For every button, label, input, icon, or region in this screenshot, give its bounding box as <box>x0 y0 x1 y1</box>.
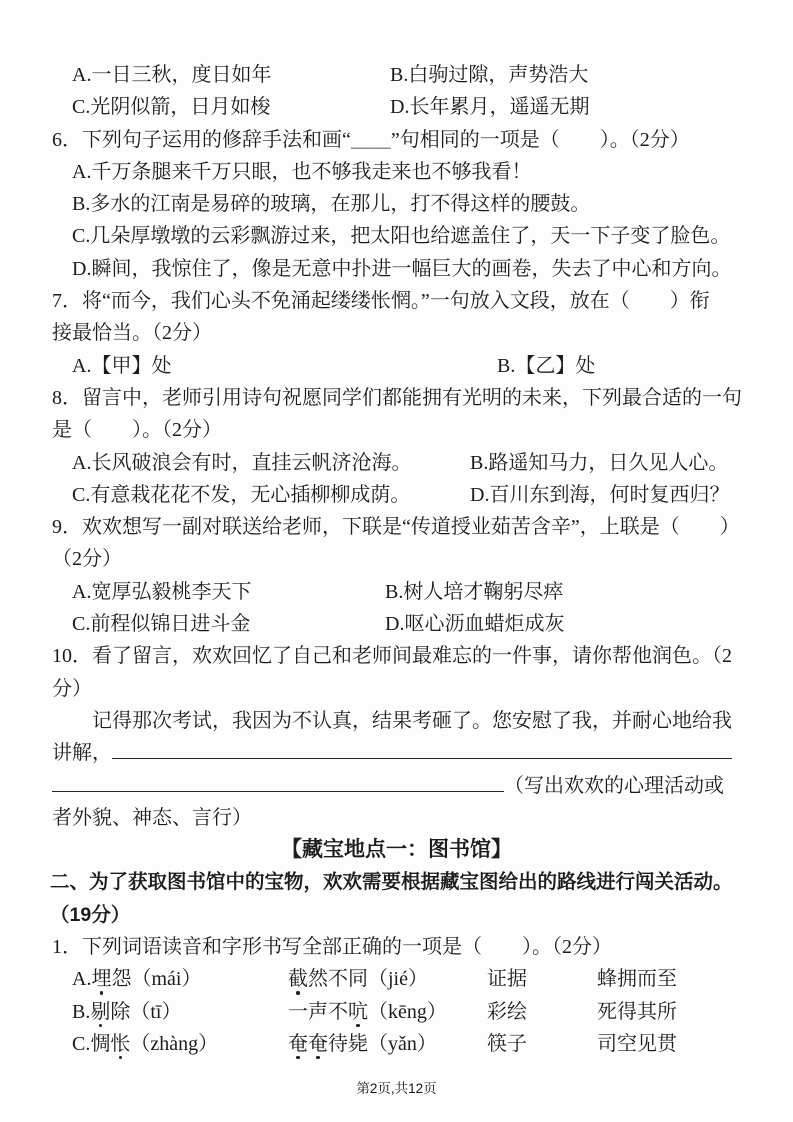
q1-word-row-c <box>0 1028 793 1060</box>
q6-option-d: D.瞬间，我惊住了，像是无意中扑进一幅巨大的画卷，失去了中心和方向。 <box>72 257 732 280</box>
dotted-char: 奄 <box>308 1032 328 1055</box>
q8-option-b: B.路遥知马力，日久见人心。 <box>470 451 729 474</box>
answer-blank-line <box>52 789 504 792</box>
dotted-char: 截 <box>288 968 308 991</box>
q7-option-b: B.【乙】处 <box>497 354 596 377</box>
q9-option-a: A.宽厚弘毅桃李天下 <box>72 580 252 603</box>
q1-c-word3: 筷子 <box>487 1032 527 1055</box>
q1-b-word4: 死得其所 <box>597 1000 677 1023</box>
q8-stem-line2: 是（ ）。（2分） <box>52 419 222 442</box>
dotted-char: 吭 <box>348 1000 368 1023</box>
q5-option-d: D.长年累月，遥遥无期 <box>390 96 590 119</box>
dotted-char: 埋 <box>91 968 112 991</box>
q5-option-a: A.一日三秋，度日如年 <box>72 64 272 86</box>
q1-b-word3: 彩绘 <box>487 1000 527 1023</box>
q1-b-word2: 一声不吭（kēng） <box>288 1000 447 1023</box>
q6-option-c: C.几朵厚墩墩的云彩飘游过来，把太阳也给遮盖住了，天一下子变了脸色。 <box>72 225 731 248</box>
q5-option-b: B.白驹过隙，声势浩大 <box>390 64 589 86</box>
q10-hint-line1: （写出欢欢的心理活动或 <box>504 774 724 797</box>
q8-options-row-cd <box>0 479 793 511</box>
q10-paragraph-lead: 讲解， <box>52 742 112 765</box>
q1-word-row-b <box>0 996 793 1028</box>
q8-stem-line1: 8．留言中，老师引用诗句祝愿同学们都能拥有光明的未来，下列最合适的一句 <box>52 386 742 409</box>
q7-options-row <box>0 350 793 382</box>
q8-options-row-ab <box>0 447 793 479</box>
q9-options-row-cd <box>0 608 793 640</box>
q1-a-word4: 蜂拥而至 <box>597 968 677 991</box>
q1-stem: 1．下列词语读音和字形书写全部正确的一项是（ ）。（2分） <box>52 936 612 959</box>
q6-option-a: A.千万条腿来千万只眼，也不够我走来也不够我看！ <box>72 160 532 183</box>
q10-stem-line1: 10．看了留言，欢欢回忆了自己和老师间最难忘的一件事，请你帮他润色。（2 <box>52 645 732 668</box>
page-number-footer: 第2页,共12页 <box>356 1081 437 1096</box>
q8-option-d: D.百川东到海，何时复西归？ <box>470 483 730 506</box>
q7-option-a: A.【甲】处 <box>72 354 172 377</box>
dotted-char: 怅 <box>110 1032 131 1055</box>
dotted-char: 剔 <box>90 1000 111 1023</box>
q1-c-word4: 司空见贯 <box>597 1032 677 1055</box>
q9-option-d: D.呕心沥血蜡炬成灰 <box>385 613 565 636</box>
q9-stem-line2: （2分） <box>52 548 122 571</box>
q10-blank-row-1 <box>0 737 793 769</box>
q6-stem: 6．下列句子运用的修辞手法和画“＿＿”句相同的一项是（ ）。（2分） <box>52 128 690 151</box>
q9-option-c: C.前程似锦日进斗金 <box>72 613 251 636</box>
q5-options-row-ab <box>0 59 793 91</box>
q1-a-word2: 截然不同（jié） <box>288 968 428 991</box>
dotted-char: 奄 <box>288 1032 308 1055</box>
answer-blank-line <box>112 756 732 759</box>
q1-c-word1: C.惆怅（zhàng） <box>72 1032 219 1055</box>
section-heading-treasure-location: 【藏宝地点一：图书馆】 <box>281 838 512 862</box>
q1-c-word2: 奄奄待毙（yǎn） <box>288 1032 437 1055</box>
q5-option-c: C.光阴似箭，日月如梭 <box>72 96 271 119</box>
q9-option-b: B.树人培才鞠躬尽瘁 <box>385 580 564 603</box>
q7-stem-line1: 7．将“而今，我们心头不免涌起缕缕怅惘。”一句放入文段，放在（ ）衔 <box>52 290 710 313</box>
q10-hint-line2: 者外貌、神态、言行） <box>52 806 252 829</box>
q5-options-row-cd <box>0 91 793 123</box>
q8-option-a: A.长风破浪会有时，直挂云帆济沧海。 <box>72 451 412 474</box>
q10-paragraph: 记得那次考试，我因为不认真，结果考砸了。您安慰了我，并耐心地给我 <box>92 709 732 732</box>
q7-stem-line2: 接最恰当。（2分） <box>52 322 212 345</box>
q1-b-word1: B.剔除（tī） <box>72 1000 182 1023</box>
q9-options-row-ab <box>0 576 793 608</box>
q1-a-word1: A.埋怨（mái） <box>72 968 202 991</box>
q6-option-b: B.多水的江南是易碎的玻璃，在那儿，打不得这样的腰鼓。 <box>72 193 591 216</box>
q10-stem-line2: 分） <box>52 677 92 700</box>
q10-blank-row-2 <box>0 770 793 802</box>
q1-a-word3: 证据 <box>487 968 527 991</box>
section-two-intro: 二、为了获取图书馆中的宝物，欢欢需要根据藏宝图给出的路线进行闯关活动。 <box>50 871 733 894</box>
q9-stem-line1: 9．欢欢想写一副对联送给老师，下联是“传道授业茹苦含辛”，上联是（ ） <box>52 516 740 539</box>
q1-word-row-a <box>0 963 793 995</box>
section-two-score: （19分） <box>50 903 131 926</box>
q8-option-c: C.有意栽花花不发，无心插柳柳成荫。 <box>72 483 411 506</box>
